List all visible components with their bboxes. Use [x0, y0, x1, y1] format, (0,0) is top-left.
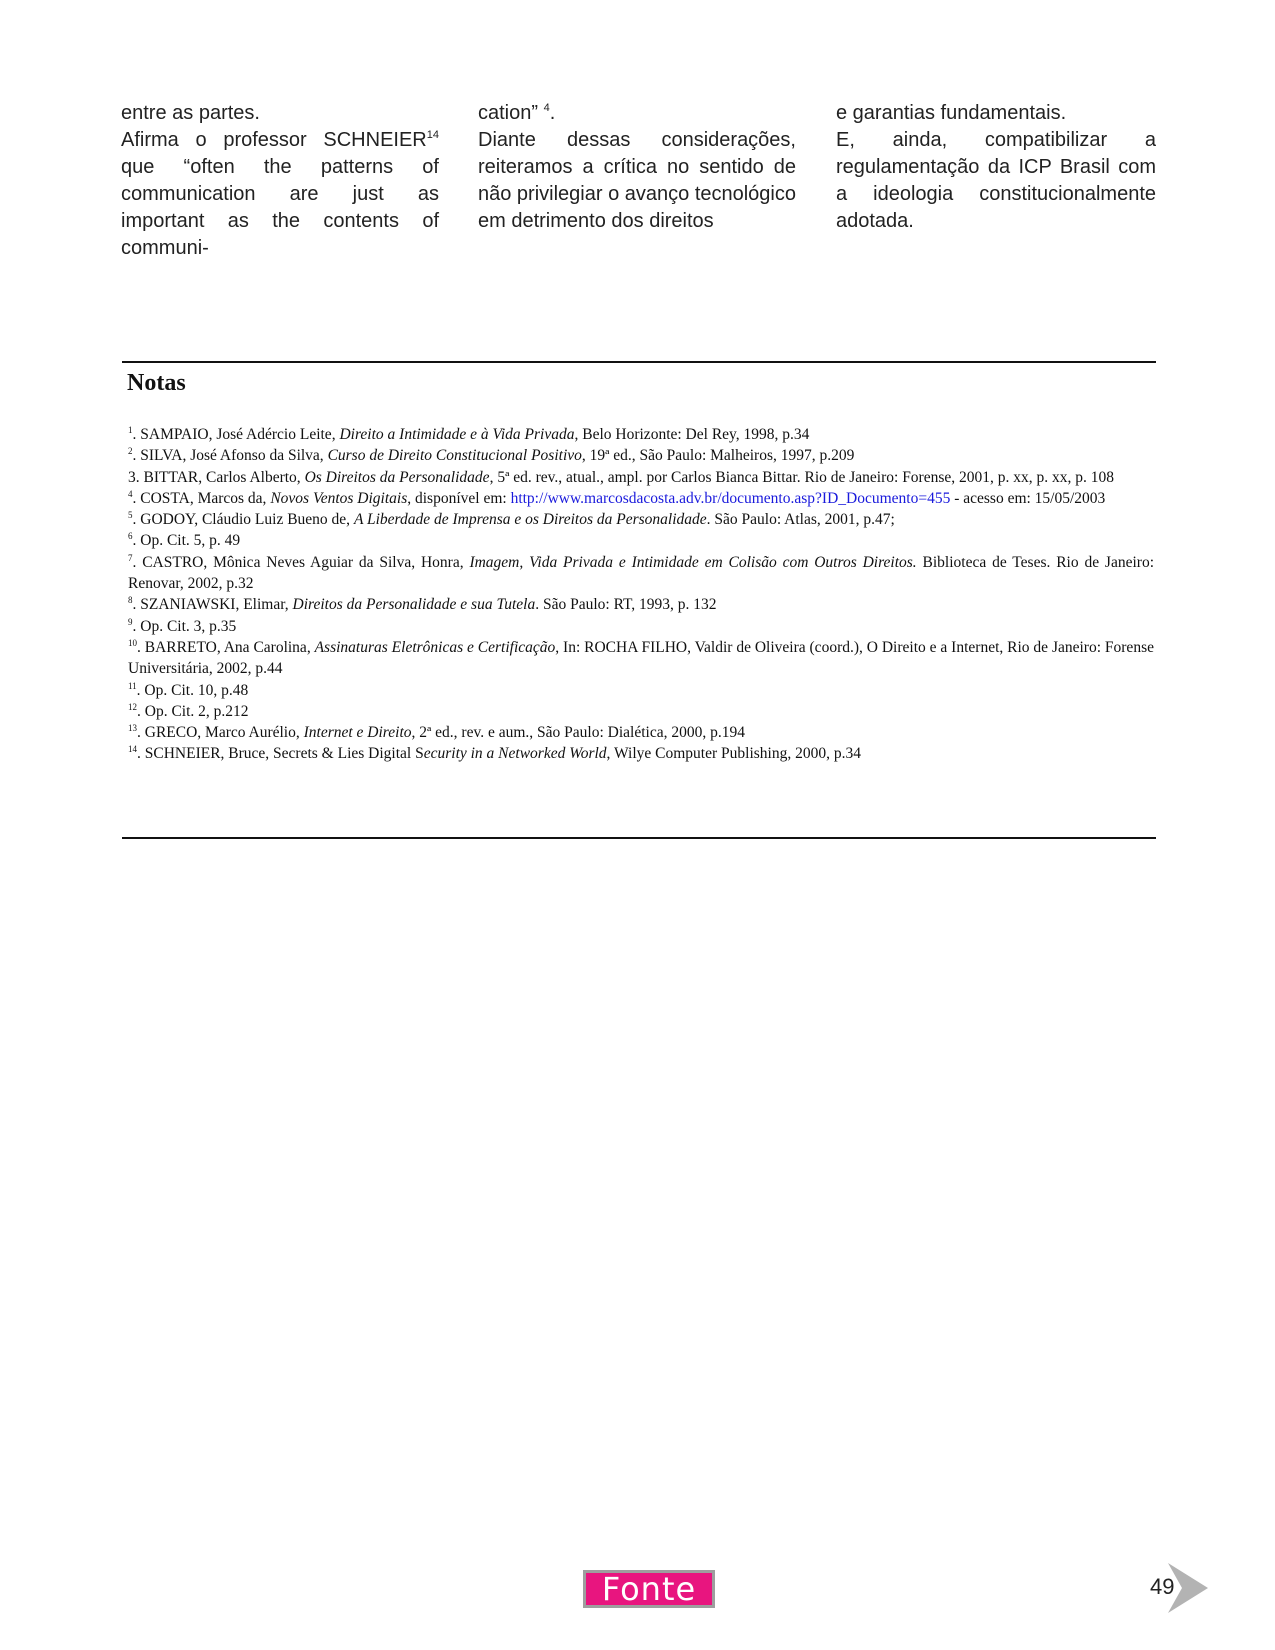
notes-title: Notas — [127, 370, 186, 396]
note-item — [128, 424, 1154, 445]
body-column-1 — [121, 100, 439, 262]
note-number: 5 — [128, 510, 133, 521]
note-number: 7 — [128, 552, 133, 563]
note-item — [128, 488, 1154, 509]
note-number: 12 — [128, 701, 137, 712]
body-column-2 — [478, 100, 796, 235]
note-text: . Op. Cit. 3, p.35 — [132, 617, 237, 635]
note-title: Novos Ventos Digitais — [270, 489, 408, 507]
note-text: , In: ROCHA FILHO, Valdir de Oliveira (coord.), O Direito e a Internet, Rio de Janeiro: Forense Universitária, 2002, p.44 — [128, 638, 1154, 678]
note-number: 2 — [128, 446, 133, 457]
note-item — [128, 552, 1154, 595]
paragraph-text: cation” — [478, 102, 544, 124]
note-text: . SZANIAWSKI, Elimar, — [132, 596, 293, 614]
note-number: 6 — [128, 531, 133, 542]
note-text: . BARRETO, Ana Carolina, — [137, 638, 315, 656]
paragraph-text: que “often the patterns of communication are just as important as the contents of communi- — [121, 156, 439, 259]
note-text: Biblioteca de Teses. Rio de Janeiro: Renovar, 2002, p.32 — [128, 553, 1154, 593]
note-item — [128, 509, 1154, 530]
note-number: 11 — [128, 680, 137, 691]
paragraph: Diante dessas considerações, reiteramos a crítica no sentido de não privilegiar o avanço tecnológico em detrimento dos direitos — [478, 129, 796, 232]
note-text: , disponível em: — [407, 489, 511, 507]
paragraph: entre as partes. — [121, 102, 260, 124]
paragraph: e garantias fundamentais. — [836, 102, 1067, 124]
page-number: 49 — [1150, 1574, 1175, 1599]
footnote-ref: 4 — [543, 102, 550, 114]
note-number: 9 — [128, 616, 133, 627]
note-text: . SILVA, José Afonso da Silva, — [132, 447, 328, 465]
notes-bottom-divider — [122, 837, 1156, 839]
page-arrow-icon — [1168, 1563, 1208, 1613]
note-item — [128, 701, 1154, 722]
note-number: 10 — [128, 637, 137, 648]
logo-text: Fonte — [601, 1570, 697, 1608]
note-item — [128, 722, 1154, 743]
note-title: ecurity in a Networked World — [423, 745, 607, 763]
note-item — [128, 594, 1154, 615]
notes-list — [128, 424, 1154, 765]
paragraph — [478, 100, 796, 127]
note-text: 3. BITTAR, Carlos Alberto, — [128, 468, 305, 486]
note-text: . GODOY, Cláudio Luiz Bueno de, — [132, 511, 354, 529]
note-text: . CASTRO, Mônica Neves Aguiar da Silva, Honra, — [132, 553, 470, 571]
note-text: . SCHNEIER, Bruce, Secrets & Lies Digital S — [137, 745, 424, 763]
note-title: A Liberdade de Imprensa e os Direitos da Personalidade — [353, 511, 707, 529]
footnote-ref: 14 — [426, 129, 439, 141]
note-item — [128, 743, 1154, 764]
paragraph-text: . — [549, 102, 556, 124]
note-item — [128, 530, 1154, 551]
note-title: Imagem, Vida Privada e Intimidade em Colisão com Outros Direitos. — [469, 553, 917, 571]
note-item — [128, 637, 1154, 680]
note-text: . São Paulo: Atlas, 2001, p.47; — [706, 511, 895, 529]
note-item — [128, 680, 1154, 701]
note-link[interactable]: http://www.marcosdacosta.adv.br/documento.asp?ID_Documento=455 — [510, 489, 951, 507]
note-number: 8 — [128, 595, 133, 606]
note-text: , 19ª ed., São Paulo: Malheiros, 1997, p.209 — [581, 447, 855, 465]
note-text: , Wilye Computer Publishing, 2000, p.34 — [606, 745, 861, 763]
note-text: . Op. Cit. 2, p.212 — [137, 702, 249, 720]
note-item — [128, 467, 1154, 488]
paragraph-text: Afirma o professor SCHNEIER — [121, 129, 427, 151]
note-text: , 5ª ed. rev., atual., ampl. por Carlos Bianca Bittar. Rio de Janeiro: Forense, 2001, p. xx, p. xx, p. 108 — [489, 468, 1115, 486]
note-text: . Op. Cit. 10, p.48 — [136, 681, 249, 699]
note-title: Direitos da Personalidade e sua Tutela — [292, 596, 536, 614]
note-text: . SAMPAIO, José Adércio Leite, — [132, 426, 340, 443]
paragraph: E, ainda, compatibilizar a regulamentação da ICP Brasil com a ideologia constitucionalmente adotada. — [836, 129, 1156, 232]
note-item — [128, 616, 1154, 637]
note-number: 4 — [128, 488, 133, 499]
note-title: Internet e Direito — [303, 724, 412, 742]
note-item — [128, 445, 1154, 466]
note-title: Direito a Intimidade e à Vida Privada — [339, 426, 575, 443]
note-number: 14 — [128, 744, 137, 755]
body-column-3 — [836, 100, 1156, 235]
note-text: . Op. Cit. 5, p. 49 — [132, 532, 241, 550]
note-text: . COSTA, Marcos da, — [132, 489, 271, 507]
note-number: 1 — [128, 425, 133, 435]
notes-top-divider — [122, 361, 1156, 363]
note-title: Curso de Direito Constitucional Positivo — [327, 447, 582, 465]
note-text: . GRECO, Marco Aurélio, — [137, 724, 304, 742]
note-number: 13 — [128, 723, 137, 734]
note-text: , 2ª ed., rev. e aum., São Paulo: Dialética, 2000, p.194 — [411, 724, 745, 742]
note-text: - acesso em: 15/05/2003 — [950, 489, 1106, 507]
note-text: . São Paulo: RT, 1993, p. 132 — [535, 596, 717, 614]
note-text: , Belo Horizonte: Del Rey, 1998, p.34 — [574, 426, 810, 443]
note-title: Os Direitos da Personalidade — [304, 468, 490, 486]
note-title: Assinaturas Eletrônicas e Certificação — [314, 638, 556, 656]
paragraph — [121, 127, 439, 262]
fonte-logo — [583, 1570, 715, 1608]
